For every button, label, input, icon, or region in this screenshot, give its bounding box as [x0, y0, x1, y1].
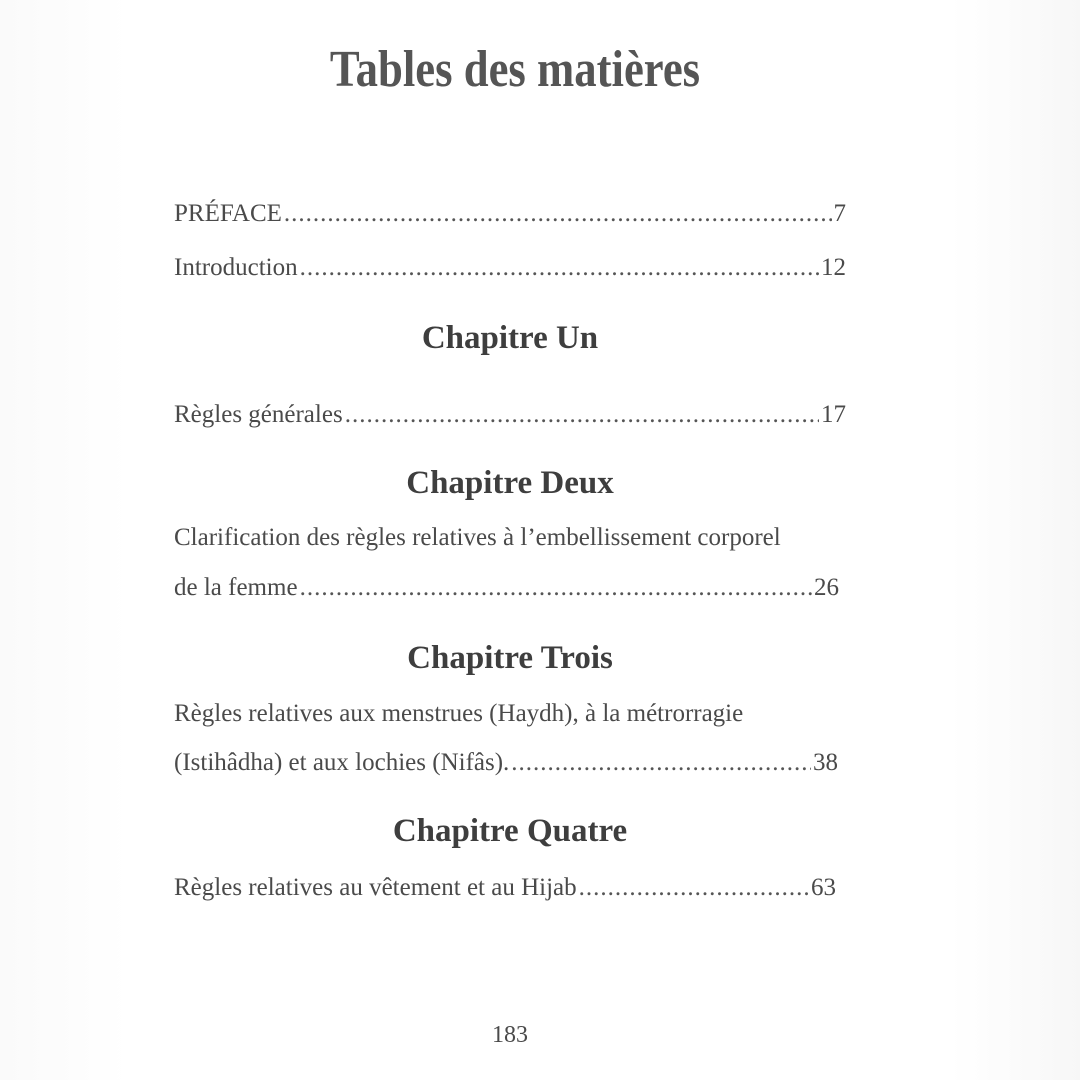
toc-entry-page: 17: [821, 401, 846, 428]
dot-leader: [511, 749, 811, 777]
toc-entry-page: 38: [813, 749, 838, 776]
toc-entry-page: 26: [814, 574, 839, 601]
toc-entry-regles-generales: [174, 401, 846, 429]
dot-leader: [300, 574, 812, 602]
dot-leader: [345, 401, 819, 429]
toc-entry-page: 63: [811, 874, 836, 901]
toc-entry-embellissement: [174, 574, 839, 602]
toc-entry-menstrues: [174, 749, 838, 777]
dot-leader: [284, 200, 832, 228]
toc-entry-preface: [174, 200, 846, 228]
dot-leader: [300, 254, 819, 282]
toc-entry-label: Règles relatives au vêtement et au Hijab: [174, 874, 577, 901]
toc-entry-label: de la femme: [174, 574, 298, 601]
toc-entry-label: PRÉFACE: [174, 200, 282, 227]
chapter-heading-3: Chapitre Trois: [407, 640, 613, 676]
toc-entry-vetement: [174, 874, 836, 902]
toc-entry-page: 7: [833, 200, 846, 227]
page-number: 183: [492, 1022, 528, 1048]
dot-leader: [579, 874, 809, 902]
toc-entry-line: Clarification des règles relatives à l’embellissement corporel: [174, 524, 781, 551]
toc-entry-label: Règles générales: [174, 401, 343, 428]
toc-entry-page: 12: [821, 254, 846, 281]
page-title: Tables des matières: [329, 41, 701, 98]
chapter-heading-2: Chapitre Deux: [406, 465, 614, 501]
chapter-heading-4: Chapitre Quatre: [392, 813, 628, 849]
toc-entry-label: (Istihâdha) et aux lochies (Nifâs).: [174, 749, 510, 776]
toc-entry-label: Introduction: [174, 254, 298, 281]
toc-entry-introduction: [174, 254, 846, 282]
chapter-heading-1: Chapitre Un: [421, 320, 599, 356]
toc-entry-line: Règles relatives aux menstrues (Haydh), à la métrorragie: [174, 700, 744, 727]
